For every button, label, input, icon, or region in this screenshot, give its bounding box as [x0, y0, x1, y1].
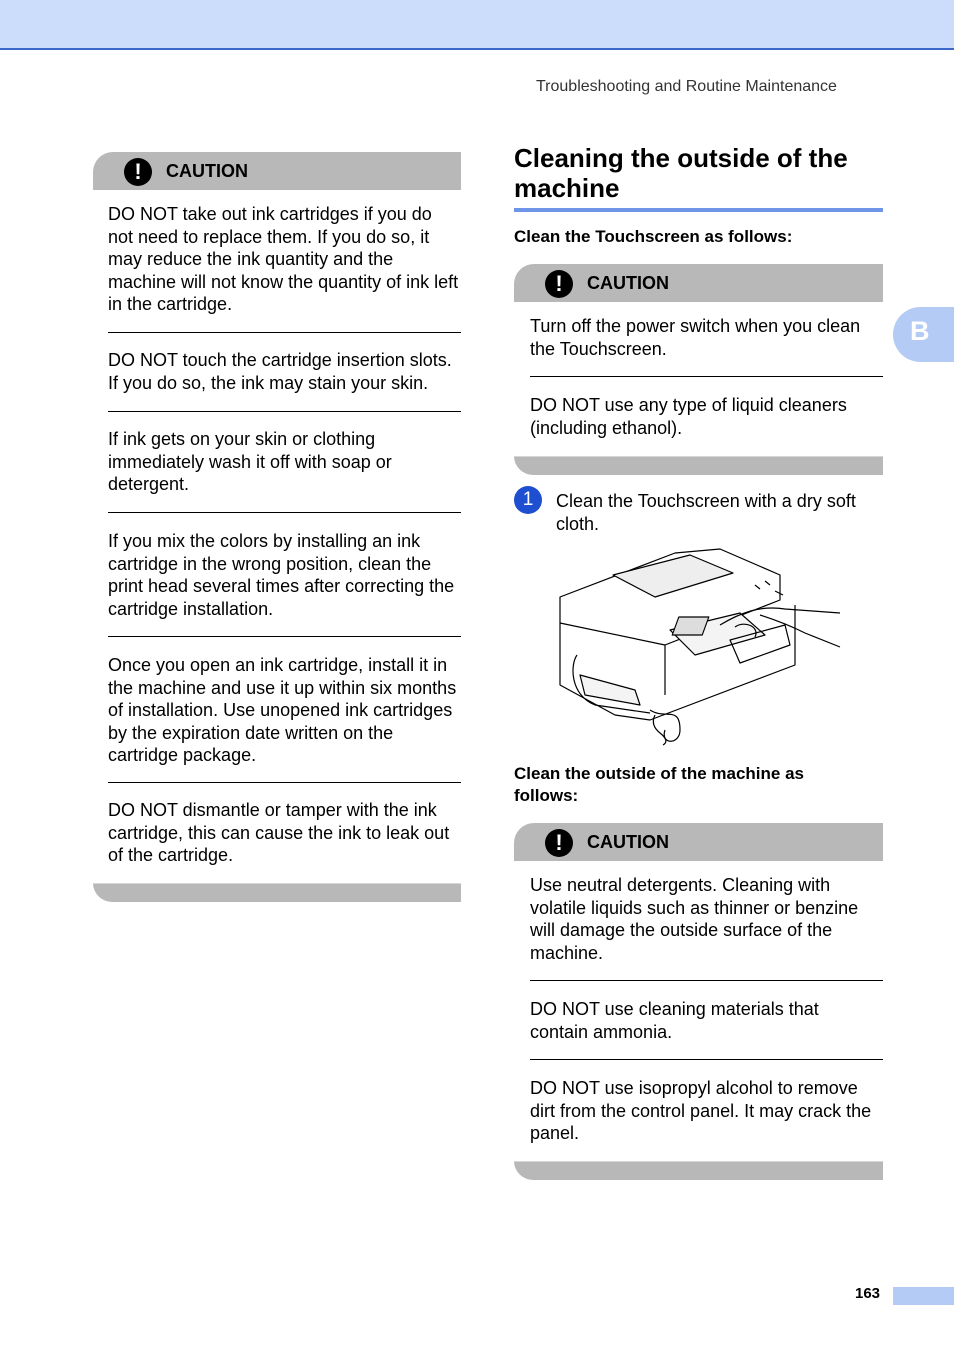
caution-header [514, 264, 883, 302]
divider [108, 512, 461, 513]
step-number: 1 [514, 486, 542, 514]
exclamation-icon: ! [124, 158, 152, 186]
caution-item: DO NOT take out ink cartridges if you do not need to replace them. If you do so, it may reduce the ink quantity and the machine will not know the quantity of ink left in the cartridge. [108, 204, 459, 314]
title-underline [514, 208, 883, 212]
caution-footer [514, 456, 883, 475]
caution-item: DO NOT use cleaning materials that contain ammonia. [530, 999, 819, 1042]
caution-item: Use neutral detergents. Cleaning with volatile liquids such as thinner or benzine will damage the outside surface of the machine. [530, 875, 859, 963]
caution-item: Turn off the power switch when you clean the Touchscreen. [530, 316, 861, 359]
subheading: Clean the Touchscreen as follows: [514, 227, 793, 246]
caution-item: DO NOT touch the cartridge insertion slots. If you do so, the ink may stain your skin. [108, 350, 452, 393]
caution-footer [514, 1161, 883, 1180]
printer-illustration [555, 545, 845, 750]
page-tab [893, 1287, 954, 1305]
exclamation-icon: ! [545, 270, 573, 298]
top-banner [0, 0, 954, 50]
caution-item: DO NOT use any type of liquid cleaners (including ethanol). [530, 395, 847, 438]
caution-item: If you mix the colors by installing an ink cartridge in the wrong position, clean the print head several times after correcting the cartridge installation. [108, 531, 455, 619]
caution-label: CAUTION [587, 273, 669, 293]
divider [530, 376, 883, 377]
divider [108, 782, 461, 783]
section-title: Cleaning the outside of the machine [514, 143, 848, 203]
running-header: Troubleshooting and Routine Maintenance [536, 78, 837, 95]
caution-label: CAUTION [166, 161, 248, 181]
step-text: Clean the Touchscreen with a dry soft cloth. [556, 491, 856, 534]
caution-item: DO NOT dismantle or tamper with the ink cartridge, this can cause the ink to leak out of the cartridge. [108, 800, 450, 865]
page-number: 163 [855, 1285, 881, 1302]
caution-item: Once you open an ink cartridge, install it in the machine and use it up within six months of installation. Use unopened ink cartridges by the expiration date written on the cartridge package. [108, 655, 457, 765]
caution-header [514, 823, 883, 861]
divider [108, 636, 461, 637]
caution-header [93, 152, 461, 190]
caution-item: DO NOT use isopropyl alcohol to remove dirt from the control panel. It may crack the panel. [530, 1078, 872, 1143]
caution-item: If ink gets on your skin or clothing immediately wash it off with soap or detergent. [108, 429, 392, 494]
divider [108, 411, 461, 412]
divider [108, 332, 461, 333]
caution-footer [93, 883, 461, 902]
exclamation-icon: ! [545, 829, 573, 857]
caution-label: CAUTION [587, 832, 669, 852]
subheading: Clean the outside of the machine as follows: [514, 764, 805, 805]
divider [530, 980, 883, 981]
divider [530, 1059, 883, 1060]
chapter-tab-letter: B [910, 316, 930, 346]
chapter-tab [893, 307, 954, 362]
